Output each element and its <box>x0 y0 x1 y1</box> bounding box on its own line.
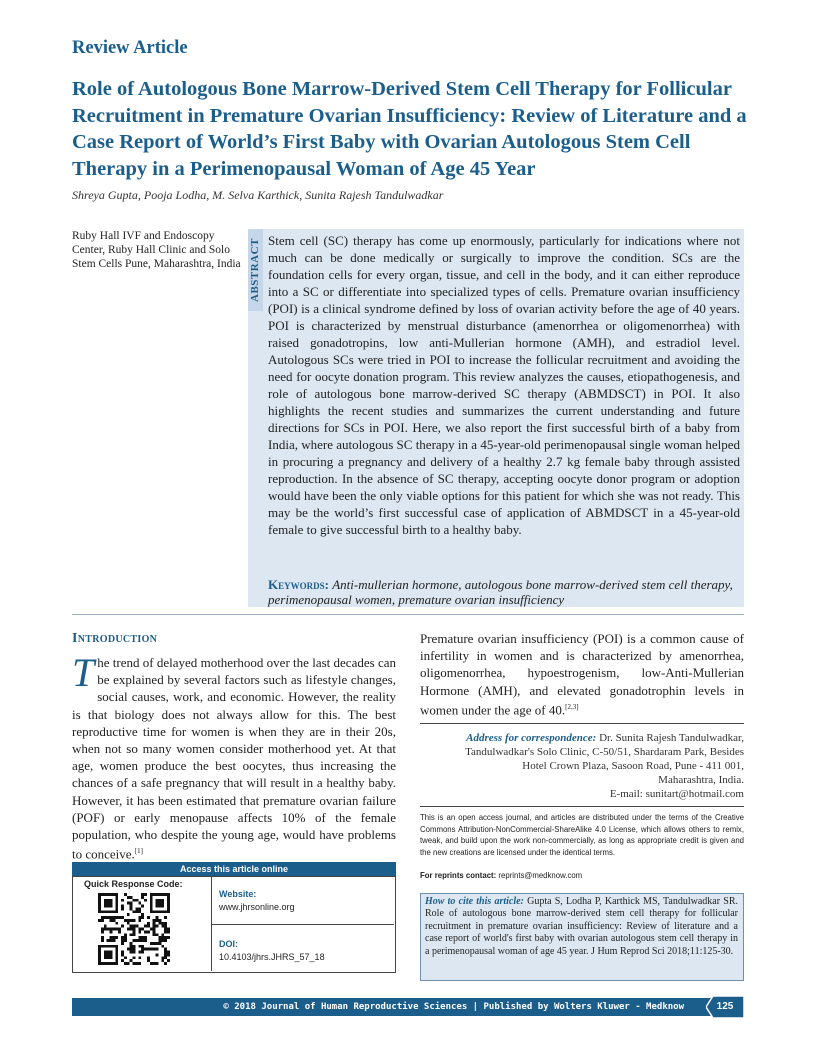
correspondence-line3: Maharashtra, India. <box>658 774 744 786</box>
keywords <box>268 577 740 607</box>
right-column-text <box>420 630 744 718</box>
citation-label: How to cite this article: <box>425 896 524 907</box>
doi-value[interactable]: 10.4103/jhrs.JHRS_57_18 <box>219 952 325 962</box>
correspondence-name: Dr. Sunita Rajesh Tandulwadkar, <box>599 732 744 744</box>
website-label: Website: <box>219 889 257 899</box>
reprints-contact <box>420 871 582 880</box>
reference-1[interactable]: [1] <box>134 847 143 856</box>
correspondence-line2: Hotel Crown Plaza, Sasoon Road, Pune - 411 001, <box>522 760 744 772</box>
section-divider <box>72 614 744 615</box>
abstract-text: Stem cell (SC) therapy has come up enormously, particularly for indications where not much can be done medically or surgically to improve the condition. SCs are the foundation cells for every organ, tissue, and cell in the body, and it can either reproduce into a SC or differentiate into specialized types of cells. Premature ovarian insufficiency (POI) is a clinical syndrome defined by loss of ovarian activity before the age of 40 years. POI is characterized by menstrual disturbance (amenorrhea or oligomenorrhea) with raised gonadotropins, low anti-Mullerian hormone (AMH), and estradiol level. Autologous SCs were tried in POI to increase the follicular recruitment and avoiding the need for oocyte donation program. This review analyzes the causes, etiopathogenesis, and role of autologous bone marrow-derived SC therapy (ABMDSCT) in POI. It also highlights the recent studies and summarizes the current understanding and future directions for SCs in POI. Here, we also report the first successful birth of a baby from India, where autologous SC therapy in a 45-year-old perimenopausal single woman helped in procuring a pregnancy and delivery of a healthy 2.7 kg female baby through assisted reproduction. In the absence of SC therapy, accepting oocyte donor program or adoption would have been the only viable options for this patient for which she was not ready. This may be the world’s first successful case of application of ABMDSCT in a 45-year-old female to give successful birth to a healthy baby. <box>268 233 740 537</box>
qr-code-icon[interactable] <box>98 893 170 965</box>
citation <box>425 896 738 958</box>
article-type: Review Article <box>72 38 188 58</box>
qr-label: Quick Response Code: <box>84 879 183 889</box>
page-number: 125 <box>716 1001 734 1012</box>
correspondence-address <box>420 731 744 801</box>
authors: Shreya Gupta, Pooja Lodha, M. Selva Karthick, Sunita Rajesh Tandulwadkar <box>72 188 444 202</box>
address-rule-top <box>420 723 744 724</box>
drop-cap: T <box>72 650 95 695</box>
keywords-text: Anti-mullerian hormone, autologous bone marrow-derived stem cell therapy, perimenopausal women, premature ovarian insufficiency <box>268 577 733 607</box>
reprints-email[interactable]: reprints@medknow.com <box>498 871 583 880</box>
doi-label: DOI: <box>219 939 238 949</box>
keywords-label: Keywords: <box>268 577 329 592</box>
introduction-text <box>72 650 396 863</box>
license-text: This is an open access journal, and articles are distributed under the terms of the Creative Commons Attribution-NonCommercial-ShareAlike 4.0 License, which allows others to remix, tweak, and build upon the work non-commercially, as long as appropriate credit is given and the new creations are licensed under the identical terms. <box>420 813 744 857</box>
correspondence-label: Address for correspondence: <box>466 732 597 744</box>
poi-paragraph: Premature ovarian insufficiency (POI) is a common cause of infertility in women and is characterized by amenorrhea, oligomenorrhea, hypoestrogenism, low-Anti-Mullerian Hormone (AMH), and elevated gonadotrophin levels in women under the age of 40. <box>420 631 744 718</box>
introduction-body: he trend of delayed motherhood over the last decades can be explained by several factors such as lifestyle changes, social causes, work, and economic. However, the reality is that biology does not always allow for this. The best reproductive time for women is when they are in their 20s, when not so many women consider motherhood yet. At that age, women produce the best oocytes, thus increasing the chances of a safe pregnancy that will result in a healthy baby. However, it has been estimated that premature ovarian failure (POF) or early menopause affects 10% of the female population, who despite the young age, would have problems to conceive. <box>72 655 396 862</box>
citation-text: Gupta S, Lodha P, Karthick MS, Tandulwadkar SR. Role of autologous bone marrow-derived stem cell therapy for follicular recruitment in premature ovarian insufficiency: Review of literature and a case report of world's first baby with ovarian autologous stem cell therapy in a perimenopausal woman of age 45 year. J Hum Reprod Sci 2018;11:125-30. <box>425 896 739 957</box>
article-title: Role of Autologous Bone Marrow-Derived Stem Cell Therapy for Follicular Recruitment in Premature Ovarian Insufficiency: Review of Literature and a Case Report of World’s First Baby with Ovarian Autologous Stem Cell Therapy in a Perimenopausal Woman of Age 45 Year <box>72 78 747 180</box>
abstract-label: ABSTRACT <box>249 238 261 302</box>
reprints-label: For reprints contact: <box>420 871 497 880</box>
correspondence-line1: Tandulwadkar's Solo Clinic, C-50/51, Shardaram Park, Besides <box>465 746 744 758</box>
correspondence-email[interactable]: E-mail: sunitart@hotmail.com <box>609 788 744 800</box>
reference-2-3[interactable]: [2,3] <box>565 702 579 711</box>
access-header: Access this article online <box>72 862 396 876</box>
website-link[interactable]: www.jhrsonline.org <box>219 902 295 912</box>
access-horizontal-divider <box>212 924 394 925</box>
address-rule-bottom <box>420 806 744 807</box>
affiliation: Ruby Hall IVF and Endoscopy Center, Ruby Hall Clinic and Solo Stem Cells Pune, Maharashtra, India <box>72 230 241 270</box>
footer-text: © 2018 Journal of Human Reproductive Sciences | Published by Wolters Kluwer - Medknow <box>223 1002 684 1012</box>
introduction-heading: Introduction <box>72 631 158 646</box>
